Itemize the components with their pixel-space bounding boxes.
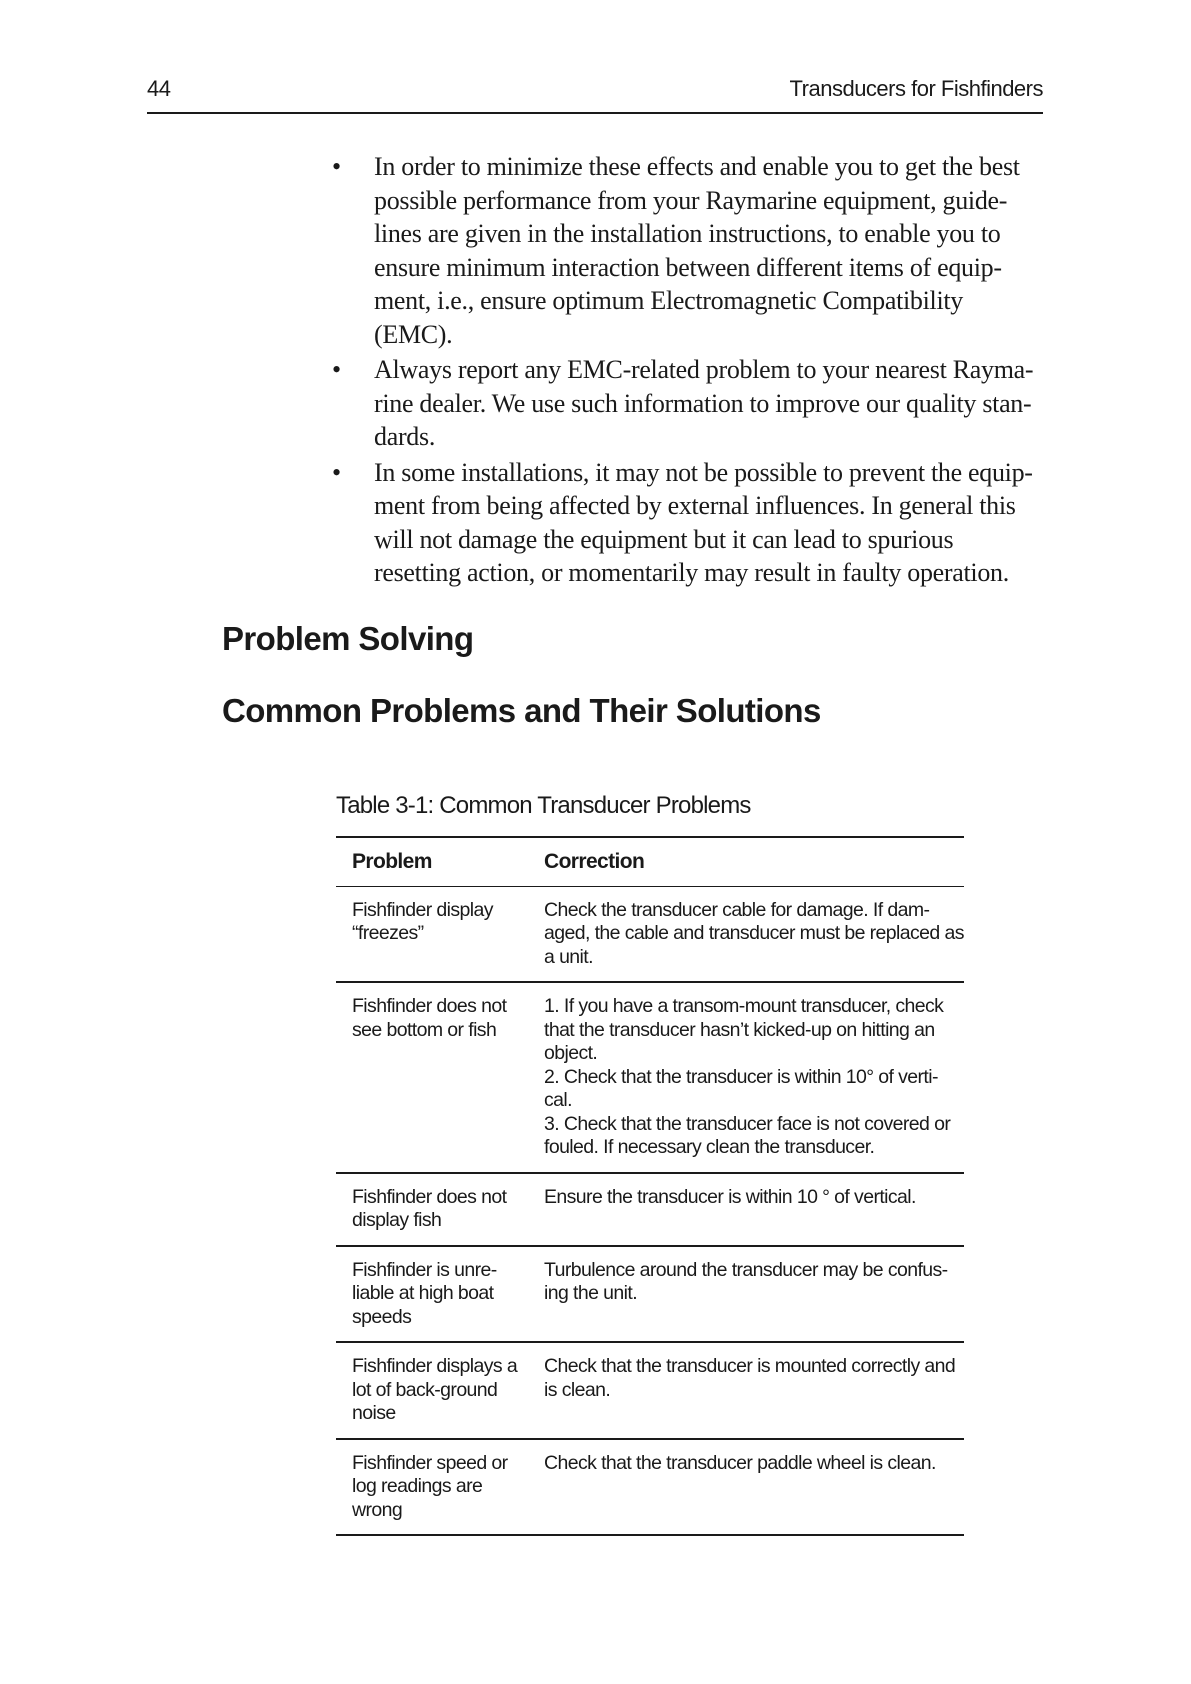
page-header [147,72,1043,114]
list-item [330,150,1046,351]
correction-step: 2. Check that the transducer is within 10° of verti-cal. [544,1065,938,1111]
correction-cell [528,982,964,1173]
table-row [336,886,964,982]
bullet-text: In some installations, it may not be possible to prevent the equip-ment from being affected by external influences. In general this will not damage the equipment but it can lead to spurious resetting action, or momentarily may result in faulty operation. [374,457,1033,587]
problem-cell: Fishfinder does not see bottom or fish [336,982,528,1173]
bullet-text: Always report any EMC-related problem to your nearest Rayma-rine dealer. We use such information to improve our quality stan-dards. [374,355,1034,451]
page-number: 44 [147,76,171,101]
table-header-row [336,837,964,886]
bullet-text: In order to minimize these effects and enable you to get the best possible performance from your Raymarine equipment, guide-lines are given in the installation instructions, to enable you to ensure minimum interaction between different items of equip-ment, i.e., ensure optimum Electromagnetic Compatibility (EMC). [374,152,1020,349]
problems-table [336,836,964,1536]
correction-cell: Check that the transducer is mounted correctly and is clean. [528,1342,964,1439]
bullet-list [330,150,1046,592]
list-item [330,353,1046,454]
correction-cell: Check that the transducer paddle wheel is clean. [528,1439,964,1536]
problem-cell: Fishfinder speed or log readings are wrong [336,1439,528,1536]
section-heading-problem-solving: Problem Solving [222,620,474,657]
column-header-correction: Correction [528,837,964,886]
problem-cell: Fishfinder does not display fish [336,1173,528,1246]
correction-cell: Turbulence around the transducer may be confus-ing the unit. [528,1246,964,1343]
bullet-icon: • [332,457,341,487]
problem-cell: Fishfinder displays a lot of back-ground noise [336,1342,528,1439]
correction-cell: Ensure the transducer is within 10 ° of vertical. [528,1173,964,1246]
bullet-icon: • [332,152,341,181]
list-item [330,456,1046,590]
table-caption: Table 3-1: Common Transducer Problems [336,792,751,819]
table-row [336,1246,964,1343]
problem-cell: Fishfinder display “freezes” [336,886,528,982]
correction-step: 3. Check that the transducer face is not covered or fouled. If necessary clean the transducer. [544,1112,951,1158]
running-title: Transducers for Fishfinders [789,76,1043,101]
table-row [336,1173,964,1246]
column-header-problem: Problem [336,837,528,886]
section-heading-common-problems: Common Problems and Their Solutions [222,692,821,729]
correction-cell: Check the transducer cable for damage. If dam-aged, the cable and transducer must be replaced as a unit. [528,886,964,982]
problem-cell: Fishfinder is unre-liable at high boat speeds [336,1246,528,1343]
bullet-icon: • [332,355,341,384]
table-row [336,1439,964,1536]
correction-step: 1. If you have a transom-mount transducer, check that the transducer hasn’t kicked-up on hitting an object. [544,995,944,1064]
table-row [336,982,964,1173]
table-row [336,1342,964,1439]
